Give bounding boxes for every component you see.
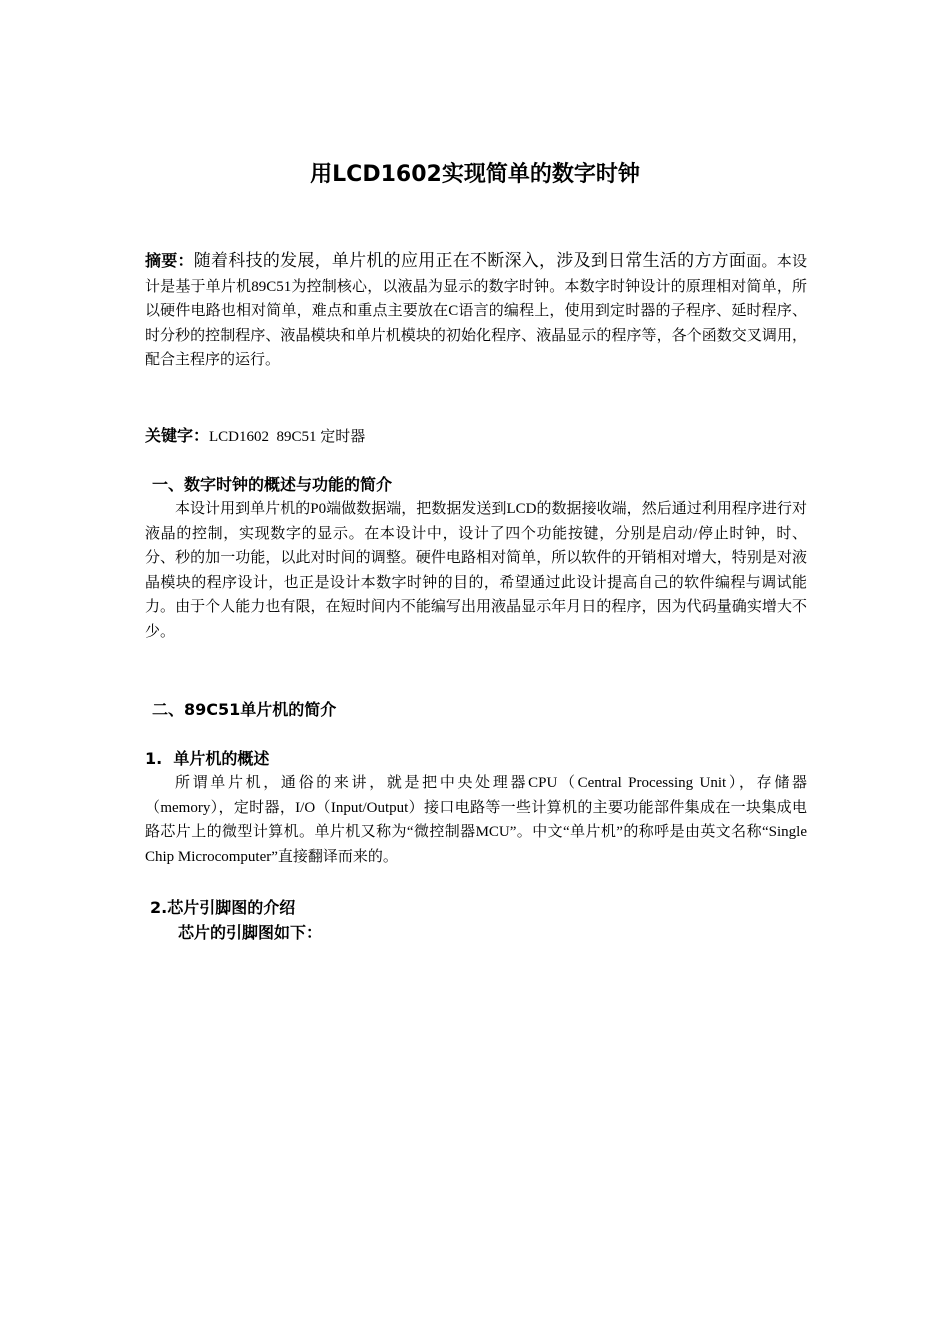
- subsection1-paragraph: 所谓单片机，通俗的来讲，就是把中央处理器CPU（Central Processing Unit），存储器（memory），定时器，I/O（Input/Output）接口电路等一些计算机的主要功能部件集成在一块集成电路芯片上的微型计算机。单片机又称为“微控制器MCU”。中文“单片机”的称呼是由英文名称“Single Chip Microcomputer”直接翻译而来的。: [145, 775, 807, 865]
- subsection2-intro: 芯片的引脚图如下：: [178, 923, 323, 942]
- keywords-value: LCD1602 89C51 定时器: [209, 429, 366, 445]
- document-title: 用LCD1602实现简单的数字时钟: [310, 162, 640, 187]
- section2-heading: 二、89C51单片机的简介: [152, 700, 337, 719]
- subsection1-heading: 1. 单片机的概述: [145, 749, 270, 768]
- abstract-body-text: 面。本设计是基于单片机89C51为控制核心，以液晶为显示的数字时钟。本数字时钟设计的原理相对简单，所以硬件电路也相对简单，难点和重点主要放在C语言的编程上，使用到定时器的子程序、延时程序、时分秒的控制程序、液晶模块和单片机模块的初始化程序、液晶显示的程序等，各个函数交叉调用，配合主程序的运行。: [145, 254, 807, 368]
- keywords-label: 关键字：: [145, 426, 210, 445]
- abstract-paragraph: [145, 249, 807, 373]
- section1-paragraph: 本设计用到单片机的P0端做数据端，把数据发送到LCD的数据接收端，然后通过利用程序进行对液晶的控制，实现数字的显示。在本设计中，设计了四个功能按键，分别是启动/停止时钟，时、分、秒的加一功能，以此对时间的调整。硬件电路相对简单，所以软件的开销相对增大，特别是对液晶模块的程序设计，也正是设计本数字时钟的目的，希望通过此设计提高自己的软件编程与调试能力。由于个人能力也有限，在短时间内不能编写出用液晶显示年月日的程序，因为代码量确实增大不少。: [145, 501, 807, 640]
- subsection2-heading: 2.芯片引脚图的介绍: [150, 898, 296, 917]
- section1-heading: 一、数字时钟的概述与功能的简介: [152, 475, 393, 494]
- keywords-line: [145, 424, 807, 449]
- abstract-lead-text: 随着科技的发展，单片机的应用正在不断深入，涉及到日常生活的方方面: [193, 251, 747, 270]
- abstract-label: 摘要：: [145, 251, 194, 270]
